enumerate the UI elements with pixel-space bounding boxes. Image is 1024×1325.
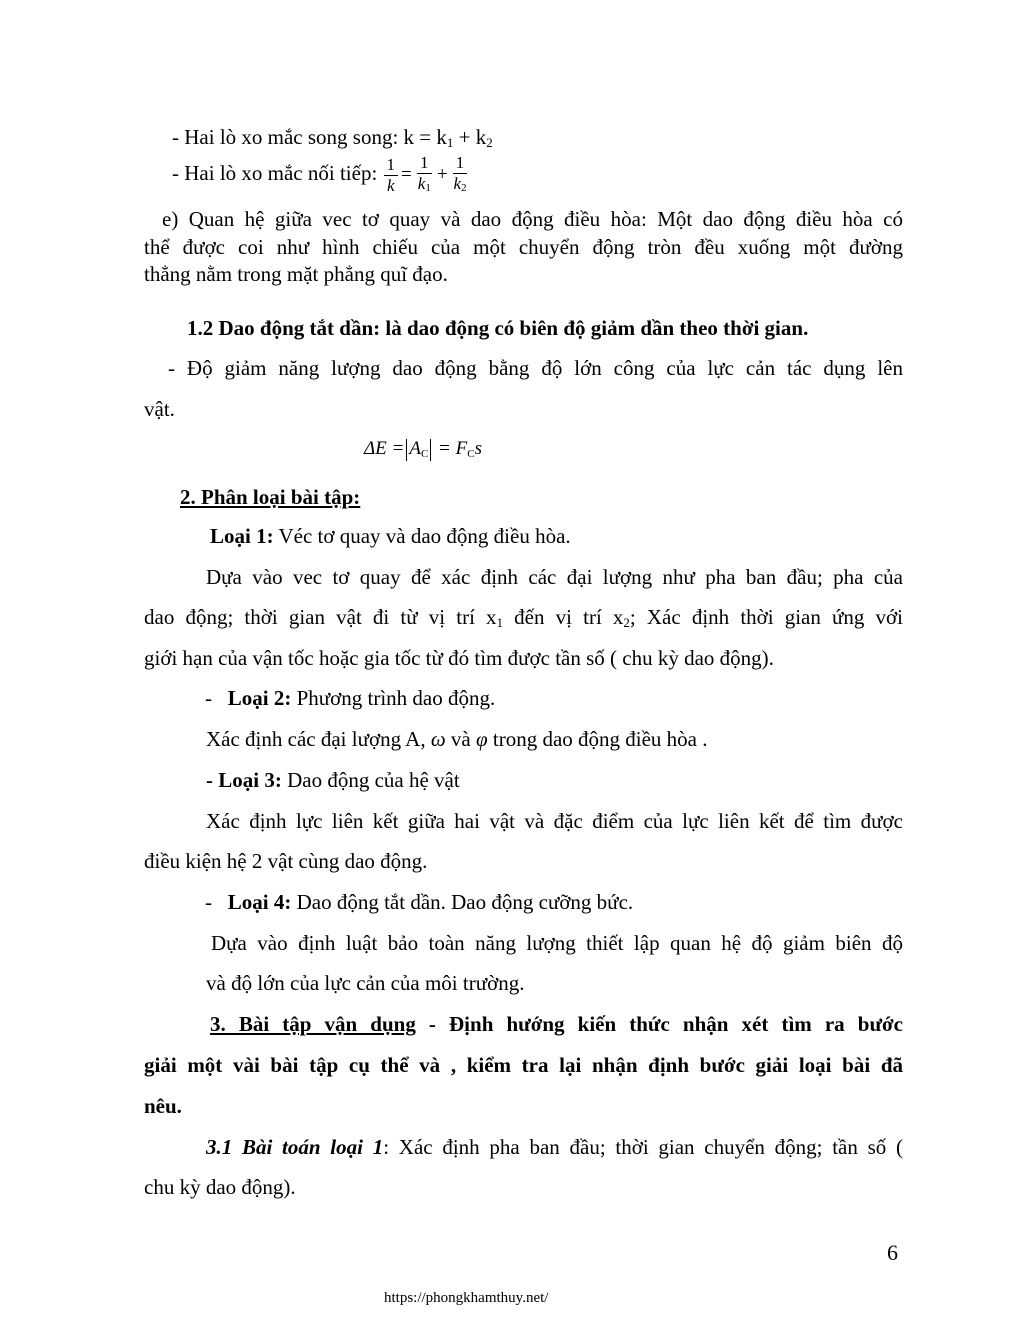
page-number: 6 (887, 1240, 898, 1265)
text-line: và độ lớn của lực cản của môi trường. (206, 971, 525, 995)
text-line: chu kỳ dao động). (144, 1175, 296, 1199)
text-line: Xác định các đại lượng A, ω và φ trong dao động điều hòa . (206, 727, 708, 751)
section-heading: 1.2 Dao động tắt dần: là dao động có biên độ giảm dần theo thời gian. (187, 316, 809, 340)
text-line: - Loại 2: Phương trình dao động. (205, 686, 496, 710)
text-line: - Độ giảm năng lượng dao động bằng độ lớn công của lực cản tác dụng lên (168, 356, 903, 380)
fraction: $\frac{1}{k_1}$ (417, 152, 431, 194)
text-line: Dựa vào vec tơ quay để xác định các đại lượng như pha ban đầu; pha của (206, 565, 903, 589)
text-line: Dựa vào định luật bảo toàn năng lượng thiết lập quan hệ độ giảm biên độ (211, 931, 903, 955)
footer-url[interactable]: https://phongkhamthuy.net/ (384, 1290, 549, 1306)
text-line: thẳng nằm trong mặt phẳng quĩ đạo. (144, 262, 448, 286)
section-heading: 3. Bài tập vận dụng - Định hướng kiến thức nhận xét tìm ra bước (210, 1012, 903, 1036)
text-line: - Hai lò xo mắc song song: $k = k_1 + k_2$ (172, 125, 493, 150)
formula: $\Delta E = A_C = F_Cs$ (364, 438, 482, 460)
text-line: 3.1 Bài toán loại 1: Xác định pha ban đầu; thời gian chuyển động; tần số ( (206, 1135, 904, 1159)
section-heading: giải một vài bài tập cụ thể và , kiểm tra lại nhận định bước giải loại bài đã (144, 1053, 903, 1077)
text-line: giới hạn của vận tốc hoặc gia tốc từ đó tìm được tần số ( chu kỳ dao động). (144, 646, 774, 670)
text-line: - Hai lò xo mắc nối tiếp: $\frac{1}{k}$ = $\frac{1}{k_1}$ + $\frac{1}{k_2}$ (172, 148, 471, 200)
text-line: - Loại 4: Dao động tắt dần. Dao động cưỡng bức. (205, 890, 634, 914)
text-line: Xác định lực liên kết giữa hai vật và đặc điểm của lực liên kết để tìm được (206, 809, 903, 833)
section-heading: nêu. (144, 1094, 182, 1118)
text-line: e) Quan hệ giữa vec tơ quay và dao động điều hòa: Một dao động điều hòa có (162, 207, 903, 231)
text-line: điều kiện hệ 2 vật cùng dao động. (144, 849, 428, 873)
section-heading: 2. Phân loại bài tập: (180, 485, 361, 509)
text-line: dao động; thời gian vật đi từ vị trí $x_1$ đến vị trí $x_2$; Xác định thời gian ứng với (144, 605, 903, 630)
fraction: $\frac{1}{k_2}$ (453, 152, 467, 194)
fraction: $\frac{1}{k}$ (384, 155, 399, 196)
text-line: thể được coi như hình chiếu của một chuyển động tròn đều xuống một đường (144, 235, 903, 259)
text-line: - Loại 3: Dao động của hệ vật (206, 768, 460, 792)
text-line: vật. (144, 397, 175, 421)
text-line: Loại 1: Véc tơ quay và dao động điều hòa. (210, 524, 571, 548)
